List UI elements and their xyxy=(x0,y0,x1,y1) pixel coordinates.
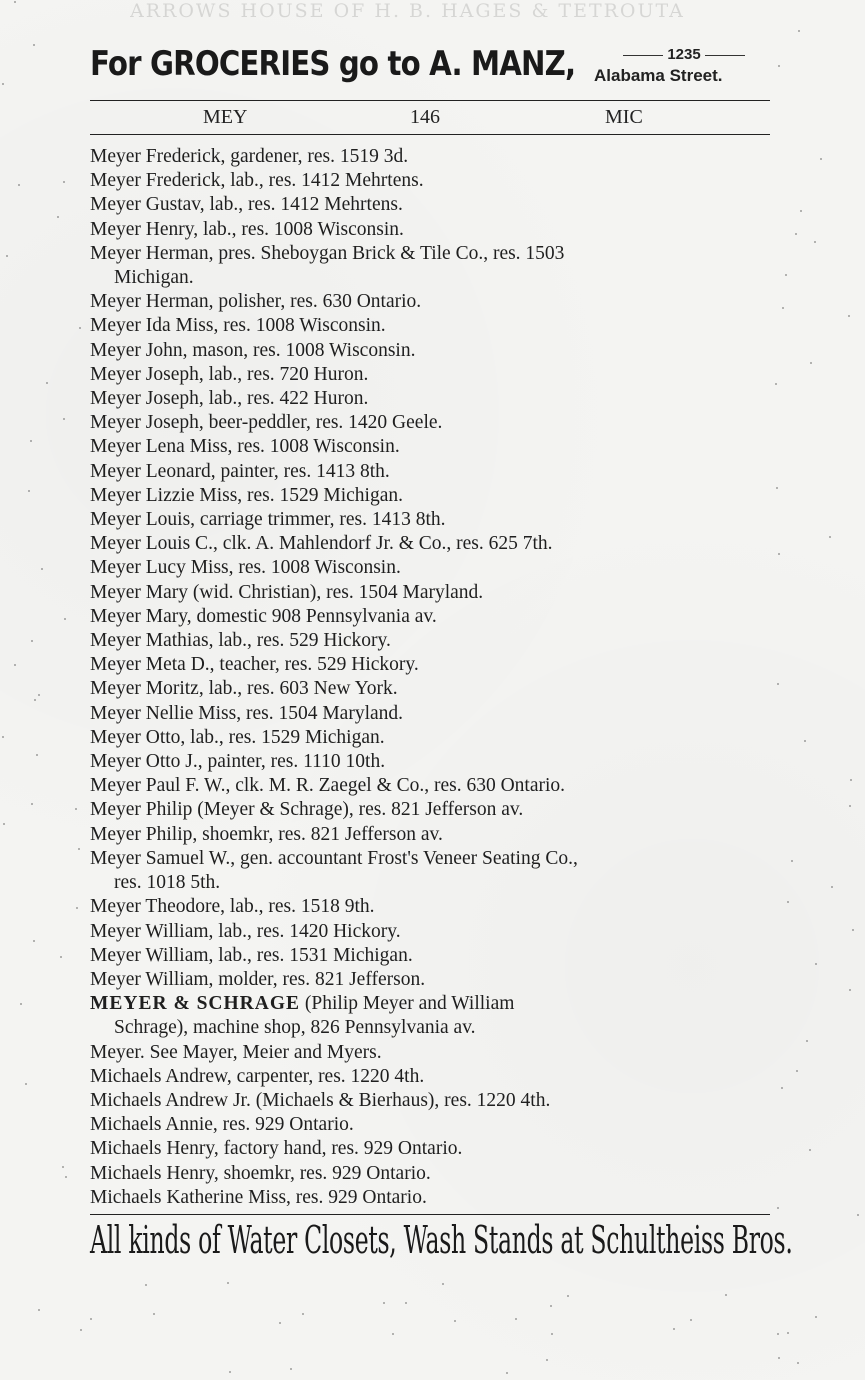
entry-text: Meyer Herman, pres. Sheboygan Brick & Tile Co., res. 1503 xyxy=(90,242,565,264)
bleed-through-text: ARROWS HOUSE OF H. B. HAGES & TETROUTA xyxy=(130,0,685,20)
entry-text: (Philip Meyer and William xyxy=(300,993,515,1015)
paper-speck xyxy=(725,1294,727,1296)
paper-speck xyxy=(515,1318,517,1320)
paper-speck xyxy=(798,30,800,32)
paper-speck xyxy=(25,1083,27,1085)
paper-speck xyxy=(31,803,33,805)
directory-entry xyxy=(90,1041,780,1065)
entry-continuation: Schrage), machine shop, 826 Pennsylvania av. xyxy=(114,1017,476,1039)
directory-entry xyxy=(90,290,780,314)
paper-speck xyxy=(814,241,816,243)
paper-speck xyxy=(290,1368,292,1370)
directory-entry xyxy=(90,508,780,532)
paper-speck xyxy=(145,1284,147,1286)
paper-speck xyxy=(153,1313,155,1315)
paper-speck xyxy=(229,1371,231,1373)
paper-speck xyxy=(33,940,35,942)
directory-entry xyxy=(90,847,780,871)
entry-text: Meyer Leonard, painter, res. 1413 8th. xyxy=(90,460,390,482)
header-rule-bottom xyxy=(90,134,770,135)
entry-text: Meyer William, lab., res. 1531 Michigan. xyxy=(90,944,413,966)
directory-entry xyxy=(90,1089,780,1113)
paper-speck xyxy=(14,664,16,666)
entry-text: Meyer Theodore, lab., res. 1518 9th. xyxy=(90,896,375,918)
paper-speck xyxy=(848,315,850,317)
directory-entry xyxy=(90,944,780,968)
paper-speck xyxy=(852,929,854,931)
directory-entry xyxy=(90,920,780,944)
paper-speck xyxy=(690,1319,692,1321)
paper-speck xyxy=(75,808,77,810)
paper-speck xyxy=(405,1302,407,1304)
directory-entry xyxy=(90,605,780,629)
paper-speck xyxy=(778,553,780,555)
entry-text: Meyer Joseph, lab., res. 422 Huron. xyxy=(90,388,369,410)
directory-entry xyxy=(90,629,780,653)
paper-speck xyxy=(673,1328,675,1330)
entry-text: Michaels Henry, factory hand, res. 929 Ontario. xyxy=(90,1138,463,1160)
entry-text: Meyer Mary (wid. Christian), res. 1504 Maryland. xyxy=(90,581,484,603)
directory-entry xyxy=(90,968,780,992)
paper-speck xyxy=(18,184,20,186)
entry-text: Meyer Philip, shoemkr, res. 821 Jefferson av. xyxy=(90,823,443,845)
entry-text: Meyer Joseph, beer-peddler, res. 1420 Geele. xyxy=(90,412,443,434)
directory-entry xyxy=(90,363,780,387)
directory-entry xyxy=(90,750,780,774)
paper-speck xyxy=(797,1362,799,1364)
entry-text: Michaels Annie, res. 929 Ontario. xyxy=(90,1114,354,1136)
directory-entry xyxy=(90,895,780,919)
paper-speck xyxy=(551,1333,553,1335)
entry-text: Meyer Lizzie Miss, res. 1529 Michigan. xyxy=(90,484,404,506)
paper-speck xyxy=(849,989,851,991)
paper-speck xyxy=(815,1316,817,1318)
entry-continuation: res. 1018 5th. xyxy=(114,872,221,894)
paper-speck xyxy=(849,805,851,807)
paper-speck xyxy=(775,383,777,385)
paper-speck xyxy=(550,1305,552,1307)
directory-entry xyxy=(90,387,780,411)
directory-entry xyxy=(90,314,780,338)
paper-speck xyxy=(810,362,812,364)
paper-speck xyxy=(302,1313,304,1315)
paper-speck xyxy=(28,490,30,492)
paper-speck xyxy=(829,536,831,538)
header-left-guide: MEY xyxy=(203,106,248,128)
paper-speck xyxy=(796,1070,798,1072)
entry-text: Meyer Louis, carriage trimmer, res. 1413 8th. xyxy=(90,509,446,531)
paper-speck xyxy=(57,216,59,218)
paper-speck xyxy=(778,1357,780,1359)
header-rule-top xyxy=(90,100,770,101)
entry-text: Meyer William, molder, res. 821 Jefferson. xyxy=(90,968,426,990)
directory-entry xyxy=(90,193,780,217)
paper-speck xyxy=(806,1040,808,1042)
paper-speck xyxy=(546,1359,548,1361)
directory-entry xyxy=(90,702,780,726)
entry-text: Meyer Henry, lab., res. 1008 Wisconsin. xyxy=(90,218,404,240)
directory-entry xyxy=(90,1137,780,1161)
entry-text: Meyer Mathias, lab., res. 529 Hickory. xyxy=(90,630,391,652)
directory-entry xyxy=(90,653,780,677)
paper-speck xyxy=(38,694,40,696)
paper-speck xyxy=(787,1332,789,1334)
top-ad-main-text: For GROCERIES go to A. MANZ, xyxy=(90,44,576,84)
paper-speck xyxy=(782,307,784,309)
directory-entry xyxy=(90,823,780,847)
paper-speck xyxy=(857,1214,859,1216)
paper-speck xyxy=(64,618,66,620)
directory-entry xyxy=(90,435,780,459)
entry-text: Meyer Lena Miss, res. 1008 Wisconsin. xyxy=(90,436,400,458)
directory-entry xyxy=(90,774,780,798)
header-right-guide: MIC xyxy=(605,106,643,128)
paper-speck xyxy=(33,44,35,46)
paper-speck xyxy=(781,1087,783,1089)
directory-entry xyxy=(90,484,780,508)
directory-entry xyxy=(90,1113,780,1137)
directory-entry xyxy=(90,242,780,266)
paper-speck xyxy=(78,848,80,850)
paper-speck xyxy=(795,233,797,235)
paper-speck xyxy=(778,65,780,67)
top-advertisement xyxy=(90,44,770,96)
entry-text: Meyer Herman, polisher, res. 630 Ontario. xyxy=(90,291,422,313)
paper-speck xyxy=(785,274,787,276)
paper-speck xyxy=(79,327,81,329)
entry-text: Michaels Henry, shoemkr, res. 929 Ontario. xyxy=(90,1162,431,1184)
directory-entry xyxy=(90,532,780,556)
paper-speck xyxy=(777,1333,779,1335)
paper-speck xyxy=(777,683,779,685)
paper-speck xyxy=(392,1333,394,1335)
paper-speck xyxy=(14,1,16,3)
directory-entry xyxy=(90,218,780,242)
entry-text: Meyer Meta D., teacher, res. 529 Hickory. xyxy=(90,654,419,676)
entry-text: Meyer Louis C., clk. A. Mahlendorf Jr. & Co., res. 625 7th. xyxy=(90,533,553,555)
paper-speck xyxy=(2,736,4,738)
entry-text: Meyer John, mason, res. 1008 Wisconsin. xyxy=(90,339,416,361)
paper-speck xyxy=(454,1320,456,1322)
paper-speck xyxy=(38,1309,40,1311)
paper-speck xyxy=(787,901,789,903)
paper-speck xyxy=(506,1372,508,1374)
paper-speck xyxy=(815,963,817,965)
paper-speck xyxy=(36,754,38,756)
bottom-advertisement: All kinds of Water Closets, Wash Stands at Schultheiss Bros. xyxy=(90,1218,793,1262)
directory-entry xyxy=(90,556,780,580)
directory-entry xyxy=(90,1186,780,1210)
paper-speck xyxy=(820,158,822,160)
paper-speck xyxy=(804,740,806,742)
directory-entry xyxy=(90,798,780,822)
entry-continuation: Michigan. xyxy=(114,267,194,289)
paper-speck xyxy=(442,1283,444,1285)
entry-text: Meyer Moritz, lab., res. 603 New York. xyxy=(90,678,398,700)
directory-entry xyxy=(90,1162,780,1186)
directory-entries xyxy=(90,145,780,1210)
entry-text: Meyer Nellie Miss, res. 1504 Maryland. xyxy=(90,702,404,724)
directory-entry xyxy=(90,460,780,484)
paper-speck xyxy=(80,1329,82,1331)
directory-entry xyxy=(90,411,780,435)
paper-speck xyxy=(227,1282,229,1284)
entry-text: Meyer Paul F. W., clk. M. R. Zaegel & Co., res. 630 Ontario. xyxy=(90,775,566,797)
directory-entry xyxy=(90,992,780,1016)
running-header xyxy=(90,106,770,132)
paper-speck xyxy=(2,83,4,85)
directory-entry xyxy=(90,726,780,750)
paper-speck xyxy=(60,956,62,958)
paper-speck xyxy=(63,418,65,420)
paper-speck xyxy=(63,181,65,183)
paper-speck xyxy=(20,1003,22,1005)
top-ad-number-text: 1235 xyxy=(667,46,701,63)
paper-speck xyxy=(800,210,802,212)
entry-text: Meyer Otto, lab., res. 1529 Michigan. xyxy=(90,726,385,748)
directory-entry xyxy=(90,145,780,169)
entry-text: Meyer Philip (Meyer & Schrage), res. 821 Jefferson av. xyxy=(90,799,524,821)
paper-speck xyxy=(567,1295,569,1297)
paper-speck xyxy=(76,907,78,909)
paper-speck xyxy=(31,640,33,642)
paper-speck xyxy=(831,886,833,888)
paper-speck xyxy=(62,1166,64,1168)
entry-text: Michaels Andrew, carpenter, res. 1220 4th. xyxy=(90,1065,425,1087)
firm-name: MEYER & SCHRAGE xyxy=(90,993,301,1015)
entry-text: Meyer Otto J., painter, res. 1110 10th. xyxy=(90,751,386,773)
entry-text: Meyer Mary, domestic 908 Pennsylvania av. xyxy=(90,605,437,627)
paper-speck xyxy=(791,860,793,862)
entry-text: Meyer Samuel W., gen. accountant Frost's Veneer Seating Co., xyxy=(90,847,578,869)
entry-text: Meyer Joseph, lab., res. 720 Huron. xyxy=(90,363,369,385)
paper-speck xyxy=(6,255,8,257)
paper-speck xyxy=(809,1149,811,1151)
footer-rule xyxy=(90,1214,770,1215)
directory-entry xyxy=(90,581,780,605)
paper-speck xyxy=(65,1176,67,1178)
paper-speck xyxy=(850,779,852,781)
paper-speck xyxy=(41,568,43,570)
paper-speck xyxy=(279,1322,281,1324)
paper-speck xyxy=(30,440,32,442)
directory-entry xyxy=(90,677,780,701)
paper-speck xyxy=(383,1302,385,1304)
entry-text: Meyer. See Mayer, Meier and Myers. xyxy=(90,1041,382,1063)
top-ad-number xyxy=(600,46,768,63)
entry-text: Meyer Ida Miss, res. 1008 Wisconsin. xyxy=(90,315,386,337)
top-ad-street: Alabama Street. xyxy=(594,66,723,85)
paper-speck xyxy=(777,1207,779,1209)
paper-speck xyxy=(90,1318,92,1320)
paper-speck xyxy=(3,823,5,825)
header-page-number: 146 xyxy=(410,106,440,128)
entry-text: Meyer Frederick, lab., res. 1412 Mehrtens. xyxy=(90,170,424,192)
entry-text: Michaels Katherine Miss, res. 929 Ontario. xyxy=(90,1186,427,1208)
entry-text: Michaels Andrew Jr. (Michaels & Bierhaus), res. 1220 4th. xyxy=(90,1089,551,1111)
directory-entry xyxy=(90,1065,780,1089)
entry-text: Meyer William, lab., res. 1420 Hickory. xyxy=(90,920,401,942)
directory-entry xyxy=(90,339,780,363)
paper-speck xyxy=(46,382,48,384)
entry-text: Meyer Frederick, gardener, res. 1519 3d. xyxy=(90,146,409,167)
entry-text: Meyer Gustav, lab., res. 1412 Mehrtens. xyxy=(90,194,403,216)
paper-speck xyxy=(34,699,36,701)
directory-entry xyxy=(90,169,780,193)
entry-text: Meyer Lucy Miss, res. 1008 Wisconsin. xyxy=(90,557,401,579)
